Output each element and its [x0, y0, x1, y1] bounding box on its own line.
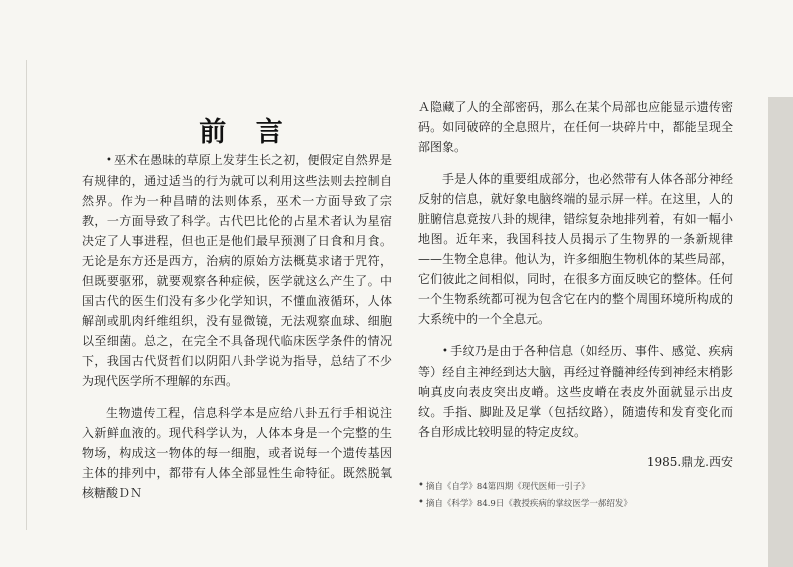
paragraph: 手是人体的重要组成部分，也必然带有人体各部分神经反射的信息，就好象电脑终端的显示屏一样。在这里，人的脏腑信息竟按八卦的规律，错综复杂地排列着，有如一幅小地图。近年来，我国科技人员揭示了生物界的一条新规律——生物全息律。他认为，许多细胞生物机体的某些局部，它们彼此之间相似，同时，在很多方面反映它的整体。任何一个生物系统都可视为包含它在内的整个周围环境所构成的大系统中的一个全息元。	[418, 172, 733, 326]
footnote: • 摘自《自学》84第四期《现代医师一引子》	[418, 480, 590, 492]
page-title: 前 言	[199, 117, 293, 148]
bullet-icon: •	[106, 155, 112, 166]
paragraph	[418, 341, 733, 442]
footnotes	[418, 478, 733, 512]
page-edge-right	[768, 97, 793, 567]
paragraph-text: 手纹乃是由于各种信息（如经历、事件、感觉、疾病等）经自主神经到达大脑，再经过脊髓神经传到神经末梢影响真皮向表皮突出皮嵴。这些皮嵴在表皮外面就显示出皮纹。手指、脚趾及足掌（包括纹路），随遗传和发育变化而各自形成比较明显的特定皮纹。	[418, 344, 733, 439]
footnote: • 摘自《科学》84.9日《教授疾病的掌纹医学一郝绍发》	[418, 497, 632, 509]
bullet-icon: •	[442, 346, 448, 357]
paragraph: Ａ隐藏了人的全部密码，那么在某个局部也应能显示遗传密码。如同破碎的全息照片，在任何一块碎片中，都能呈现全部图象。	[418, 100, 733, 154]
left-column	[82, 150, 392, 503]
bullet-icon: •	[418, 497, 424, 508]
paragraph-text: 巫术在愚昧的草原上发芽生长之初，便假定自然界是有规律的，通过适当的行为就可以利用这些法则去控制自然界。作为一种昌晴的法则体系，巫术一方面导致了宗教，一方面导致了科学。古代巴比伦的占星术者认为星宿决定了人事进程，但也正是他们最早预测了日食和月食。无论是东方还是西方，治病的原始方法概莫求诸于咒符，但既要驱邪，就要观察各种症候，医学就这么产生了。中国古代的医生们没有多少化学知识，不懂血液循环，人体解剖或肌肉纤维组织，没有显微镜，无法观察血球、细胞以至细菌。总之，在完全不具备现代临床医学条件的情况下，我国古代贤哲们以阴阳八卦学说为指导，总结了不少为现代医学所不理解的东西。	[82, 153, 392, 388]
signature: 1985.鼎龙.西安	[646, 455, 733, 469]
bullet-icon: •	[418, 480, 424, 491]
right-column	[418, 97, 733, 512]
paragraph: 生物遗传工程，信息科学本是应给八卦五行手相说注入新鲜血液的。现代科学认为，人体本身是一个完整的生物场，构成这一物体的每一细胞，或者说每一个遗传基因主体的排列中，都带有人体全部显性生命特征。既然脱氧核糖酸ＤＮ	[82, 406, 392, 500]
paragraph	[82, 150, 392, 391]
page-edge-left	[26, 60, 27, 530]
